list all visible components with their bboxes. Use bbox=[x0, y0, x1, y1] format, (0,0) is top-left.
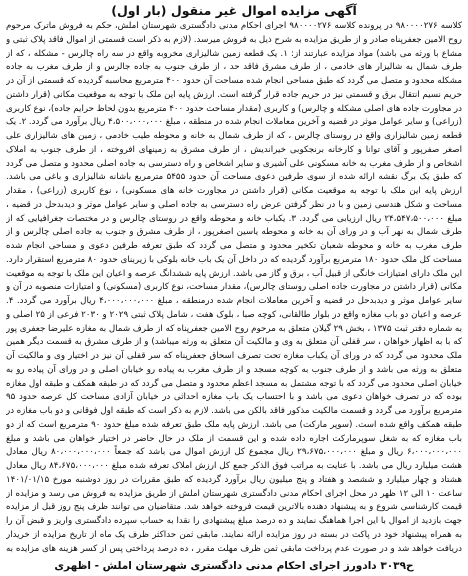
notice-title: آگهی مزایده اموال غیر منقول (بار اول) bbox=[111, 3, 357, 18]
notice-footer-signature: ح۳۰۳۹ دادورز اجرای احکام مدنی دادگستری شهرستان املش - اظهری bbox=[54, 560, 414, 572]
notice-body: کلاسه ۹۸۰۰۰۰۲۷۶ در پرونده کلاسه ۹۸۰۰۰۰۲۷۶ اجرای احکام مدنی دادگستری شهرستان املش، حکم به فروش ماترک مرحوم روح الامین جعفرپناه صادر و از طریق مزایده به شرح ذیل به فروش میرسد. (لازم به ذکر است قسمتی از اموال فاقد پلاک ثبتی و مشاع با ورثه می باشد) مواد مزایده عبارتند از: ۱. یک قطعه زمین شالیزاری مخروبه واقع در سه راه چالرس - مشکله ، که از طرف شمال به شالیزار های خادمی ، از طرف مشرق فاقد حد ، از طرف جنوب به جاده جالرس و از طرف مغرب به جاده مشکله محدود و متصل می گردد که طبق مساحی انجام شده مساحت آن حدود ۴۰۰ مترمربع محاسبه گردیده که قسمتی از آن در حریم نسیم انتقال برق و قسمتی نیز در حریم جاده قرار گرفته است. ارزش پایه این ملک با توجه به موقعیت مکانی (قرار داشتن در مجاورت جاده های اصلی مشکله و چالرس) و کاربری (مقدار مساحت حدود ۴۰۰ مترمربع بدون لحاظ حرایم جاده)، نوع کاربری (زراعی) و سایر عوامل موثر در قضیه و آخرین معاملات انجام شده در منطقه ، مبلغ ۴،۵۰۰،۰۰۰،۰۰۰ ریال برآورد می گردد. ۲. یک قطعه زمین شالیزاری واقع در روستای چالرس ، که از طرف شمال به خانه و محوطه طیب خادمی ، زمین های شالیزاری علی اصغر صفرپور و آقای توانا و کارخانه برنجکوبی خیراندیش ، از طرف مشرق به زمینهای افروخته ، از طرف جنوب به املاک اشخاص و از طرف مغرب به خانه مسکونی علی آشیری و سایر اشخاص و راه دسترسی به جاده اصلی محدود و متصل می گردد که طبق یک برگ نقشه ارائه شده از سوی طرفین دعوی مساحت آن حدود ۵۴۵۵ مترمربع باشانه شالیزاری و باغی می باشد. ارزش پایه این ملک با توجه به موقعیت مکانی (قرار داشتن در مجاورت خانه های مسکونی) ، نوع کاربری (زراعی) ، مقدار مساحت و شکل هندسی زمین و با در نظر گرفتن عرض راه دسترسی به جاده اصلی و سایر عوامل موثر و دیدبدحل در قضیه ، مبلغ ۲۴،۵۴۷،۵۰۰،۰۰۰ ریال ارزیابی می گردد. ۳. یکباب خانه و محوطه واقع در روستای چالرس و در مختصات جغرافیایی که از طرف شمال به نهر آب و در ورای آن به خانه و محوطه یاسین اصغرپور ، از طرف مشرق و جنوب به جاده اصلی چالرس و از طرف مغرب به خانه و محوطه شعبان تکخیر محدود و متصل می گردد که طبق تعرفه طرفین دعوی و مساحی انجام شده مساحت کل ملک حدود ۱۸۰ مترمربع برآورد گردیده که در داخل آن یک باب خانه بلوکی با زیربنای حدود ۸۰ مترمربع استقرار دارد. این ملک دارای امتیازات خانگی از قبیل آب ، برق و گاز می باشد. ارزش پایه ششدانگ عرصه و اعیان این ملک با توجه به موقعیت مکانی (قرار داشتن در مجاورت جاده اصلی روستای چالرس)، مقدار مساحت، نوع کاربری (مسکونی) و امتیازات منصوبه در آن و سایر عوامل موثر و دیدبدحل در قضیه و آخرین معاملات انجام شده درمنطقه ، مبلغ ۴،۰۰۰،۰۰۰،۰۰۰ ریال برآورد می گردد. ۴. عرصه و اعیان دو باب مغازه واقع در بلوار طالقانی، کوچه صبا ، بلوک هفت ، شامل پلاک ثبتی ۲۰۲۹ و ۲۰۳۰ فرعی از ۲۵ اصلی و به شماره دفتر ثبت ۱۳۷۵ ، بخش ۲۹ گیلان متعلق به مرحوم روح الامین جعفرپناه که از طرف شمال به مغازه علیرضا جعفری پور که با به اظهار خواهان ، سر قفلی آن متعلق به وی و مالکیت آن متعلق به ورثه میباشد) و از طرف مشرق به قسمت دیگر همین ملک محدود می گردد که در ورای آن یکباب مغازه تحت تصرف اسحاق جعفرپناه که سر قفلی آن نیز در اختیار وی و مالکیت آن متعلق به ورثه می باشد و از طرف جنوب به کوچه مسجد و از طرف مغرب به پیاده رو خیابان اصلی و در ورای آن پیاده رو به خیابان اصلی محدود می گردد که با توجه مشتمل به مسجد اعظم محدود و متصل می گردد که در طبقه همکف و طبقه اول مغازه بوده که در تصرف خواهان دعوی می باشد و با احتساب یک باب مغازه احداثی در خیابان آزادی مساحت کل عرصه حدود ۹۵ مترمربع برآورد می گردد و قسمت مالکیت مذکور فاقد بالکن می باشد. لازم به ذکر است که طبقه اول فوقانی و دو باب مغازه در طبقه همکف واقع شده است. (سوپر مارکت) می باشد. ارزش پایه ملک طبق تعرفه شده مبلغ حدود ۹۰ مترمربع است که از دو باب مغازه که به شغل سوپرمارکت اجاره داده شده و این قسمت از ملک در حال حاضر در اختیار خواهان می باشد و مبلغ ۶،۰۰۰،۰۰۰،۰۰۰ ریال و مبلغ ۲۹،۶۷۵،۰۰۰،۰۰۰ ریال مجموع کل ارزش اموال می باشد که جمعاً ۸۰،۰۰۰،۰۰۰،۰۰۰ ریال معادل هشت میلیارد ریال می باشد. با عنایت به مراتب فوق الذکر جمع کل ارزش املاک تعرفه شده مبلغ ۸۴،۶۷۵،۰۰۰،۰۰۰ ریال معادل هشتاد و چهار میلیارد و ششصد و هفتاد و پنج میلیون ریال برآورد گردیده که طبق مقررات در روز دوشنبه مورخ ۱۴۰۱/۰۱/۱۵ ساعت ۱۰ الی ۱۲ ظهر در محل اجرای احکام مدنی دادگستری شهرستان املش از طریق مزایده به فروش می رسد و مزایده از قیمت کارشناسی شروع و به پیشنهاد دهنده بالاترین قیمت فروخته خواهد شد. متقاضیان می توانند ظرف پنج روز قبل از مزایده جهت بازدید از اموال با این اجرا هماهنگ نمایند و ده درصد مبلغ پیشنهادی را نقدا به حساب سپرده دادگستری واریز و قبض آن را به همراه پیشنهاد خود در پاکت در بسته در روز مزایده ارائه نمایند. مابقی ثمن حداکثر ظرف یک ماه از تاریخ مزایده از خریدار دریافت خواهد شد و در صورت عدم پرداخت مابقی ثمن ظرف مهلت مقرر ، ده درصد پرداختی پس از کسر هزینه های مزایده به bbox=[6, 21, 462, 554]
